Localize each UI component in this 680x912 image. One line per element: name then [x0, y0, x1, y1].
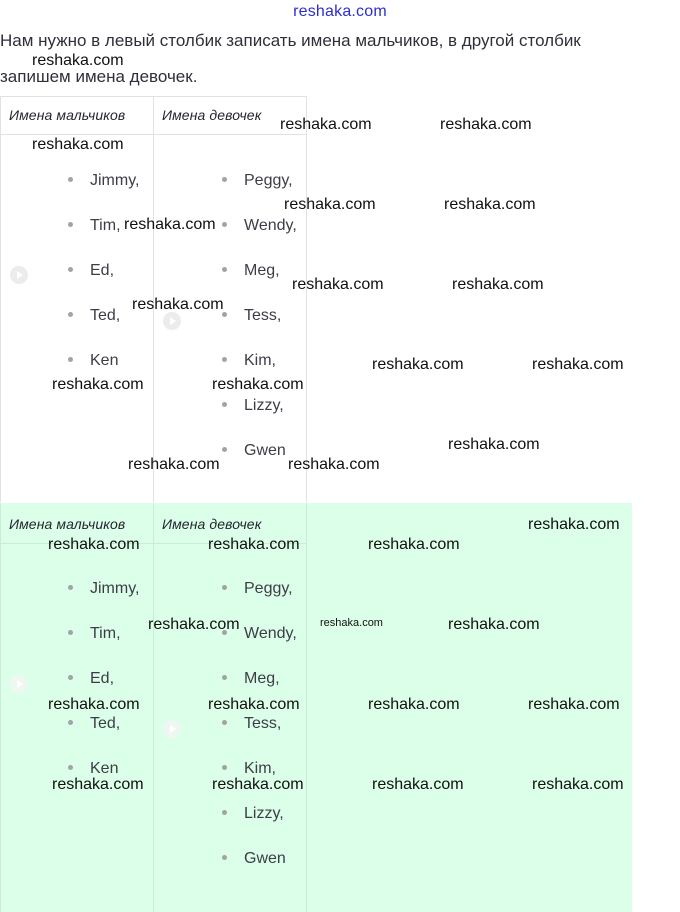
watermark: reshaka.com — [452, 276, 544, 293]
list-item: Peggy, — [222, 580, 293, 598]
watermark: reshaka.com — [148, 616, 240, 633]
list-item: Ed, — [68, 262, 114, 280]
list-item: Peggy, — [222, 172, 293, 190]
table-border — [0, 96, 307, 97]
list-item: Ken — [68, 352, 118, 370]
watermark: reshaka.com — [532, 356, 624, 373]
watermark: reshaka.com — [368, 696, 460, 713]
intro-line-2: запишем имена девочек. — [0, 67, 198, 86]
watermark: reshaka.com — [320, 617, 383, 629]
list-item: Kim, — [222, 760, 276, 778]
watermark: reshaka.com — [532, 776, 624, 793]
table-border — [306, 96, 307, 502]
list-item: Ted, — [68, 307, 120, 325]
list-item: Gwen — [222, 442, 286, 460]
list-item: Tess, — [222, 307, 281, 325]
list-item: Wendy, — [222, 217, 297, 235]
list-item: Ed, — [68, 670, 114, 688]
watermark: reshaka.com — [132, 296, 224, 313]
watermark: reshaka.com — [292, 276, 384, 293]
list-item: Tim, — [68, 217, 121, 235]
column-divider — [153, 503, 154, 912]
intro-line-1: Нам нужно в левый столбик записать имена мальчиков, в другой столбик — [0, 31, 581, 50]
table-border — [0, 503, 1, 912]
watermark: reshaka.com — [444, 196, 536, 213]
play-icon[interactable] — [163, 720, 181, 738]
list-item: Wendy, — [222, 625, 297, 643]
watermark: reshaka.com — [448, 436, 540, 453]
site-header-link[interactable]: reshaka.com — [293, 3, 387, 20]
watermark: reshaka.com — [448, 616, 540, 633]
watermark: reshaka.com — [528, 516, 620, 533]
watermark: reshaka.com — [372, 776, 464, 793]
list-item: Meg, — [222, 262, 280, 280]
watermark: reshaka.com — [48, 536, 140, 553]
play-icon[interactable] — [10, 675, 28, 693]
list-item: Jimmy, — [68, 580, 139, 598]
list-item: Lizzy, — [222, 805, 284, 823]
watermark: reshaka.com — [208, 696, 300, 713]
list-item: Ken — [68, 760, 118, 778]
watermark: reshaka.com — [52, 776, 144, 793]
girls-column-header: Имена девочек — [162, 516, 262, 532]
watermark: reshaka.com — [212, 776, 304, 793]
watermark: reshaka.com — [284, 196, 376, 213]
watermark: reshaka.com — [372, 356, 464, 373]
watermark: reshaka.com — [32, 136, 124, 153]
list-item: Meg, — [222, 670, 280, 688]
list-item: Tim, — [68, 625, 121, 643]
watermark: reshaka.com — [128, 456, 220, 473]
play-icon[interactable] — [10, 266, 28, 284]
table-border — [0, 96, 1, 502]
list-item: Kim, — [222, 352, 276, 370]
watermark: reshaka.com — [288, 456, 380, 473]
table-border — [306, 503, 307, 912]
list-item: Tess, — [222, 715, 281, 733]
boys-column-header: Имена мальчиков — [9, 107, 126, 123]
watermark: reshaka.com — [48, 696, 140, 713]
list-item: Ted, — [68, 715, 120, 733]
list-item: Lizzy, — [222, 397, 284, 415]
girls-column-header: Имена девочек — [162, 107, 262, 123]
watermark: reshaka.com — [52, 376, 144, 393]
boys-column-header: Имена мальчиков — [9, 516, 126, 532]
watermark: reshaka.com — [368, 536, 460, 553]
watermark: reshaka.com — [32, 52, 124, 69]
watermark: reshaka.com — [440, 116, 532, 133]
header-divider — [0, 134, 307, 135]
play-icon[interactable] — [163, 312, 181, 330]
watermark: reshaka.com — [528, 696, 620, 713]
watermark: reshaka.com — [208, 536, 300, 553]
list-item: Jimmy, — [68, 172, 139, 190]
watermark: reshaka.com — [124, 216, 216, 233]
watermark: reshaka.com — [212, 376, 304, 393]
watermark: reshaka.com — [280, 116, 372, 133]
list-item: Gwen — [222, 850, 286, 868]
